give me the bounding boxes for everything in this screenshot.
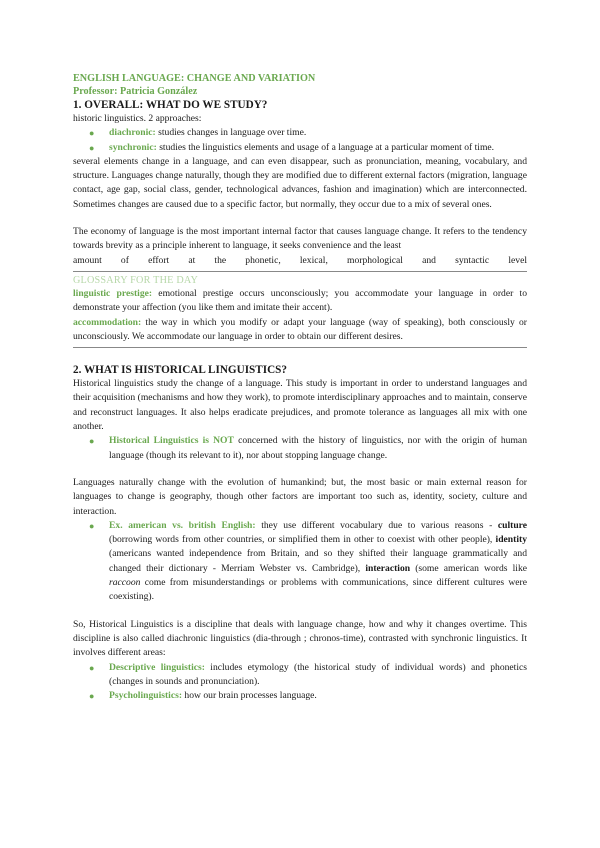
list-item	[73, 661, 527, 690]
divider	[73, 271, 527, 272]
approaches-list	[73, 126, 527, 155]
term-label: linguistic prestige:	[73, 287, 153, 299]
term-description: how our brain processes language.	[182, 690, 317, 702]
term-description: concerned with the history of linguistics, nor with the origin of human language (though its relevant to it), nor about stopping language change.	[109, 435, 527, 461]
list-item	[73, 126, 527, 140]
areas-list	[73, 661, 527, 704]
bullet-icon: ●	[89, 436, 95, 447]
term-description: the way in which you modify or adapt your language (way of speaking), both consciously or unconsciously. We accommodate our language in order to obtain our different desires.	[73, 316, 527, 342]
list-item	[73, 519, 527, 605]
document-title: ENGLISH LANGUAGE: CHANGE AND VARIATION	[73, 73, 316, 84]
bullet-icon: ●	[89, 662, 95, 673]
section1-paragraph: several elements change in a language, and can even disappear, such as pronunciation, meaning, vocabulary, and structure. Languages change naturally, though they are modified due to different external factors (migration, language contact, age gap, social class, gender, technological advances, fashion and imagination) which are interconnected. Sometimes changes are caused due to a specific factor, but normally, they occur due to a mix of several ones.	[73, 155, 527, 210]
section2-list	[73, 434, 527, 463]
term-description: includes etymology (the historical study of individual words) and phonetics (changes in sounds and pronunciation).	[109, 661, 527, 687]
keyword-culture: culture	[497, 519, 527, 531]
bullet-icon: ●	[89, 128, 95, 139]
section2-paragraph: Languages naturally change with the evolution of humankind; but, the most basic or main external reason for languages to change is geography, though other factors are important too such as, identity, society, culture and interaction.	[73, 476, 527, 517]
section1-paragraph: The economy of language is the most important internal factor that causes language change. It refers to the tendency towards brevity as a principle inherent to language, it seeks convenience and the least	[73, 226, 527, 252]
term-label: synchronic:	[109, 141, 157, 153]
list-item	[73, 141, 527, 155]
section1-heading: 1. OVERALL: WHAT DO WE STUDY?	[73, 99, 268, 111]
example-text: (some american words like	[410, 562, 528, 574]
divider	[73, 347, 527, 348]
keyword-raccoon: raccoon	[109, 577, 141, 589]
term-label: Psycholinguistics:	[109, 690, 183, 702]
bullet-icon: ●	[89, 691, 95, 702]
example-text: they use different vocabulary due to various reasons -	[255, 519, 498, 531]
section1-intro: historic linguistics. 2 approaches:	[73, 113, 202, 124]
glossary-item	[73, 316, 527, 345]
glossary-item	[73, 287, 527, 316]
example-list	[73, 519, 527, 605]
professor-name: Professor: Patricia González	[73, 86, 198, 97]
keyword-identity: identity	[495, 534, 527, 546]
term-label: Historical Linguistics is NOT	[109, 435, 234, 447]
section2-paragraph: So, Historical Linguistics is a discipline that deals with language change, how and why it changes overtime. This discipline is also called diachronic linguistics (dia-through ; chronos-time), contrasted with synchronic linguistics. It involves different areas:	[73, 618, 527, 659]
example-text: (borrowing words from other countries, or simplified them in other to coexist with other people),	[109, 534, 496, 546]
bullet-icon: ●	[89, 142, 95, 153]
list-item	[73, 434, 527, 463]
example-text: (americans wanted independence from Britain, and so they shifted their language grammatically and changed their dictionary - Merriam Webster vs. Cambridge),	[109, 548, 527, 574]
bullet-icon: ●	[89, 520, 95, 531]
term-label: accommodation:	[73, 316, 142, 328]
example-text: come from misunderstandings or problems with communications, since different cultures were coexisting).	[109, 577, 527, 603]
list-item	[73, 689, 527, 703]
glossary-title: GLOSSARY FOR THE DAY	[73, 274, 199, 286]
section2-heading: 2. WHAT IS HISTORICAL LINGUISTICS?	[73, 364, 287, 377]
section1-paragraph-last-line: amount of effort at the phonetic, lexical, morphological and syntactic level	[73, 254, 527, 266]
term-description: studies changes in language over time.	[155, 127, 307, 139]
keyword-interaction: interaction	[365, 562, 411, 574]
term-label: diachronic:	[109, 127, 156, 139]
term-description: emotional prestige occurs unconsciously; you accommodate your language in order to demonstrate your affection (you like them and imitate their accent).	[73, 287, 527, 314]
term-label: Ex. american vs. british English:	[109, 519, 256, 531]
term-description: studies the linguistics elements and usage of a language at a particular moment of time.	[156, 141, 495, 153]
term-label: Descriptive linguistics:	[109, 661, 205, 673]
section2-paragraph: Historical linguistics study the change of a language. This study is important in order to understand languages and their acquisition (mechanisms and how they work), to promote interdisciplinary approaches and to maintain, conserve and reconstruct languages. It also helps eradicate prejudices, and promote tolerance as languages all mix with one another.	[73, 378, 527, 433]
